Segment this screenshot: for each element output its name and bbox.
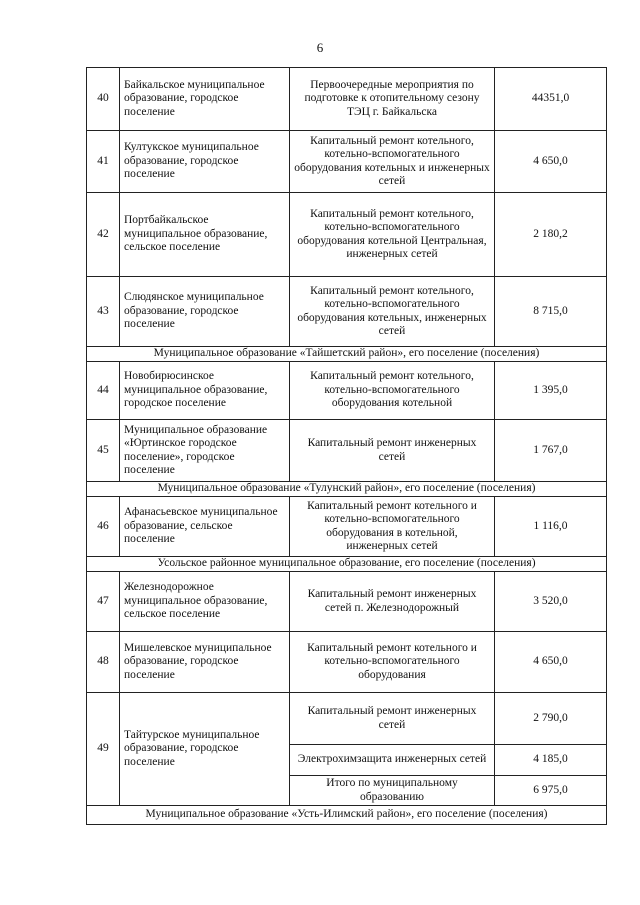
row-number: 48	[87, 632, 120, 693]
table-row	[87, 632, 607, 693]
table-row	[87, 497, 607, 557]
municipality-name: Портбайкальское муниципальное образование, сельское поселение	[120, 193, 290, 277]
section-title: Усольское районное муниципальное образование, его поселение (поселения)	[87, 557, 607, 572]
section-title: Муниципальное образование «Усть-Илимский район», его поселение (поселения)	[87, 806, 607, 825]
table-row	[87, 68, 607, 131]
amount: 4 650,0	[495, 632, 607, 693]
municipality-name: Култукское муниципальное образование, городское поселение	[120, 131, 290, 193]
amount: 2 180,2	[495, 193, 607, 277]
table-row	[87, 572, 607, 632]
row-number: 41	[87, 131, 120, 193]
municipality-name: Железнодорожное муниципальное образование, сельское поселение	[120, 572, 290, 632]
amount: 4 650,0	[495, 131, 607, 193]
subtotal-amount: 6 975,0	[495, 776, 607, 806]
municipality-name: Мишелевское муниципальное образование, городское поселение	[120, 632, 290, 693]
measure-description: Капитальный ремонт котельного, котельно-вспомогательного оборудования котельной	[290, 362, 495, 420]
measure-description: Капитальный ремонт инженерных сетей	[290, 693, 495, 745]
row-number: 42	[87, 193, 120, 277]
section-title: Муниципальное образование «Тулунский район», его поселение (поселения)	[87, 482, 607, 497]
municipality-name: Тайтурское муниципальное образование, городское поселение	[120, 693, 290, 806]
row-number: 40	[87, 68, 120, 131]
measure-description: Электрохимзащита инженерных сетей	[290, 745, 495, 776]
measure-description: Капитальный ремонт котельного, котельно-вспомогательного оборудования котельной Центральная, инженерных сетей	[290, 193, 495, 277]
municipality-name: Байкальское муниципальное образование, городское поселение	[120, 68, 290, 131]
measure-description: Капитальный ремонт инженерных сетей	[290, 420, 495, 482]
section-title: Муниципальное образование «Тайшетский район», его поселение (поселения)	[87, 347, 607, 362]
table-row	[87, 420, 607, 482]
amount: 44351,0	[495, 68, 607, 131]
measures-table	[86, 67, 607, 825]
municipality-name: Афанасьевское муниципальное образование, сельское поселение	[120, 497, 290, 557]
section-header-row	[87, 347, 607, 362]
table-row	[87, 193, 607, 277]
section-header-row	[87, 557, 607, 572]
measure-description: Капитальный ремонт котельного, котельно-вспомогательного оборудования котельных и инженерных сетей	[290, 131, 495, 193]
amount: 1 395,0	[495, 362, 607, 420]
municipality-name: Новобирюсинское муниципальное образование, городское поселение	[120, 362, 290, 420]
row-number: 43	[87, 277, 120, 347]
amount: 2 790,0	[495, 693, 607, 745]
table-row	[87, 693, 607, 745]
row-number: 45	[87, 420, 120, 482]
row-number: 44	[87, 362, 120, 420]
amount: 3 520,0	[495, 572, 607, 632]
table-row	[87, 362, 607, 420]
page-number: 6	[316, 40, 324, 55]
table-row	[87, 277, 607, 347]
amount: 8 715,0	[495, 277, 607, 347]
municipality-name: Муниципальное образование «Юртинское городское поселение», городское поселение	[120, 420, 290, 482]
section-header-row	[87, 482, 607, 497]
subtotal-label: Итого по муниципальному образованию	[290, 776, 495, 806]
row-number: 49	[87, 693, 120, 806]
row-number: 46	[87, 497, 120, 557]
row-number: 47	[87, 572, 120, 632]
measure-description: Капитальный ремонт котельного, котельно-вспомогательного оборудования котельных, инженерных сетей	[290, 277, 495, 347]
measure-description: Капитальный ремонт котельного и котельно-вспомогательного оборудования в котельной, инженерных сетей	[290, 497, 495, 557]
measure-description: Капитальный ремонт котельного и котельно-вспомогательного оборудования	[290, 632, 495, 693]
amount: 1 116,0	[495, 497, 607, 557]
measure-description: Первоочередные мероприятия по подготовке к отопительному сезону ТЭЦ г. Байкальска	[290, 68, 495, 131]
measure-description: Капитальный ремонт инженерных сетей п. Железнодорожный	[290, 572, 495, 632]
municipality-name: Слюдянское муниципальное образование, городское поселение	[120, 277, 290, 347]
amount: 1 767,0	[495, 420, 607, 482]
table-row	[87, 131, 607, 193]
amount: 4 185,0	[495, 745, 607, 776]
section-header-row	[87, 806, 607, 825]
